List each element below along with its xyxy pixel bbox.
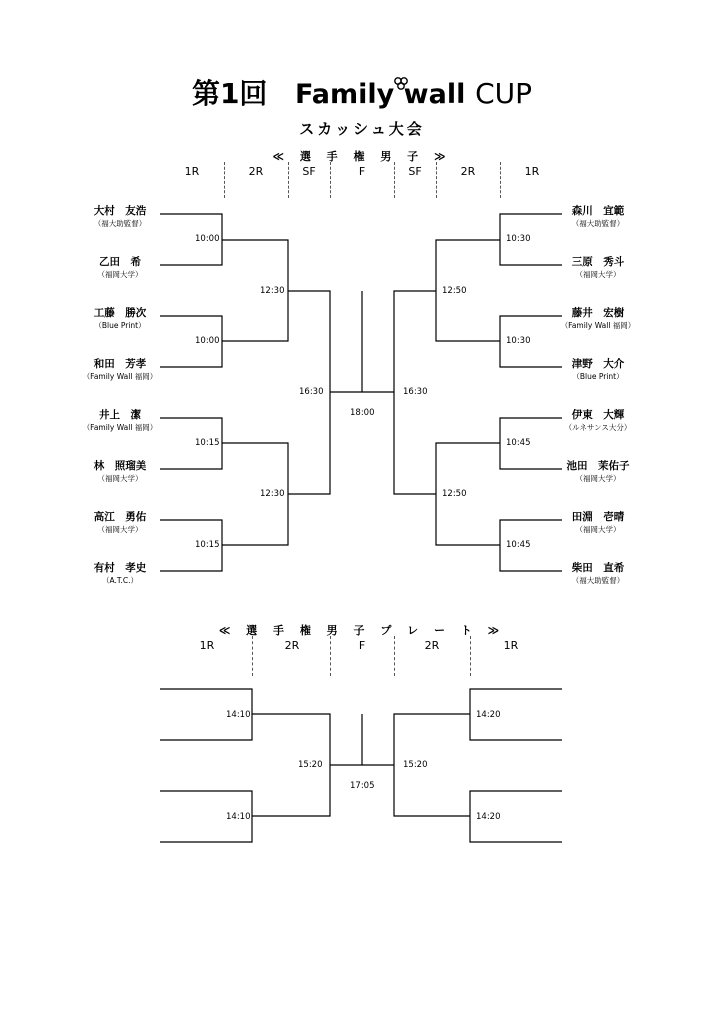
player-affiliation-left: （Family Wall 福岡） (82, 423, 158, 432)
player-name-right: 森川 宜範 (571, 205, 625, 217)
player-name-left: 乙田 希 (99, 256, 141, 268)
player-name-right: 柴田 直希 (571, 562, 625, 574)
match-time: 16:30 (403, 387, 428, 397)
round-header: 1R (524, 165, 540, 178)
match-time: 10:15 (195, 540, 220, 550)
player-name-left: 林 照瑠美 (93, 460, 147, 472)
match-time: 10:45 (506, 438, 531, 448)
round-header: F (358, 165, 366, 178)
match-time-final: 17:05 (350, 781, 375, 791)
player-name-left: 和田 芳孝 (93, 358, 147, 370)
player-affiliation-right: （福大助監督） (571, 576, 625, 585)
match-time: 10:00 (195, 234, 220, 244)
player-name-right: 津野 大介 (571, 358, 625, 370)
player-affiliation-right: （Blue Print） (572, 372, 624, 381)
player-affiliation-left: （福大助監督） (93, 219, 147, 228)
match-time: 10:30 (506, 336, 531, 346)
section-title-plate: ≪ 選 手 権 男 子 プ レ ー ト ≫ (218, 624, 506, 637)
match-time: 14:10 (226, 812, 251, 822)
match-time: 15:20 (298, 760, 323, 770)
title-main: Family wall (294, 79, 466, 110)
title-suffix: CUP (475, 77, 533, 110)
player-affiliation-right: （ルネサンス大分） (564, 423, 632, 432)
round-header: 1R (503, 639, 519, 652)
player-name-right: 池田 茉佑子 (566, 460, 630, 472)
match-time: 14:20 (476, 812, 501, 822)
match-time: 10:15 (195, 438, 220, 448)
round-header: 2R (248, 165, 264, 178)
match-time: 12:50 (442, 489, 467, 499)
match-time: 16:30 (299, 387, 324, 397)
match-time: 10:30 (506, 234, 531, 244)
round-header: 2R (424, 639, 440, 652)
player-affiliation-right: （福岡大学） (575, 270, 621, 279)
player-name-left: 井上 潔 (99, 409, 141, 421)
match-time: 12:30 (260, 286, 285, 296)
title-prefix: 第1回 (191, 77, 268, 110)
match-time: 12:30 (260, 489, 285, 499)
player-name-left: 大村 友浩 (93, 205, 147, 217)
match-time-final: 18:00 (350, 408, 375, 418)
player-affiliation-right: （福岡大学） (575, 474, 621, 483)
round-header: F (358, 639, 366, 652)
match-time: 14:10 (226, 710, 251, 720)
player-affiliation-left: （Blue Print） (94, 321, 146, 330)
round-header: 1R (184, 165, 200, 178)
player-affiliation-right: （福大助監督） (571, 219, 625, 228)
player-name-left: 高江 勇佑 (93, 511, 147, 523)
player-affiliation-left: （A.T.C.） (101, 576, 139, 585)
player-name-left: 工藤 勝次 (93, 307, 147, 319)
round-header: 2R (460, 165, 476, 178)
match-time: 12:50 (442, 286, 467, 296)
player-affiliation-left: （福岡大学） (97, 474, 143, 483)
player-name-right: 藤井 宏樹 (571, 307, 625, 319)
match-time: 10:45 (506, 540, 531, 550)
match-time: 15:20 (403, 760, 428, 770)
player-name-right: 田淵 壱晴 (571, 511, 625, 523)
round-header: 2R (284, 639, 300, 652)
round-header: SF (408, 165, 422, 178)
player-affiliation-left: （Family Wall 福岡） (82, 372, 158, 381)
round-header: SF (302, 165, 316, 178)
player-affiliation-left: （福岡大学） (97, 525, 143, 534)
match-time: 14:20 (476, 710, 501, 720)
player-affiliation-left: （福岡大学） (97, 270, 143, 279)
section-title-championship: ≪ 選 手 権 男 子 ≫ (272, 150, 452, 163)
player-name-right: 伊東 大輝 (571, 409, 625, 421)
player-name-right: 三原 秀斗 (571, 256, 625, 268)
match-time: 10:00 (195, 336, 220, 346)
player-affiliation-right: （福岡大学） (575, 525, 621, 534)
page-subtitle: スカッシュ大会 (299, 120, 425, 138)
player-name-left: 有村 孝史 (93, 562, 147, 574)
round-header: 1R (199, 639, 215, 652)
player-affiliation-right: （Family Wall 福岡） (560, 321, 636, 330)
